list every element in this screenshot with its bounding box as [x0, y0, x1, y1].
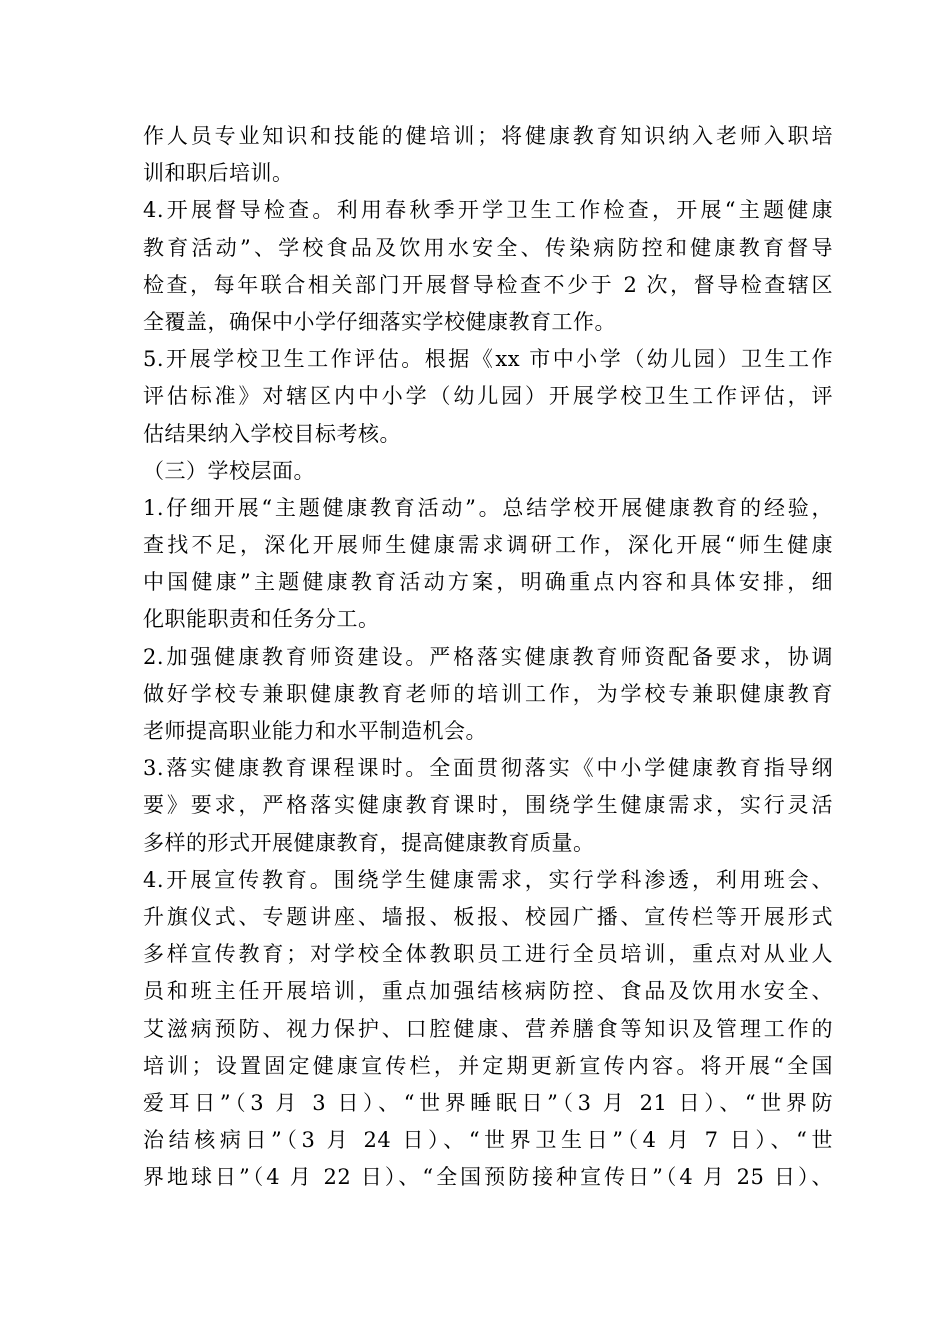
text-line: 4.开展督导检查。利用春秋季开学卫生工作检查，开展“主题健康	[143, 198, 833, 223]
text-line: 作人员专业知识和技能的健培训；将健康教育知识纳入老师入职培	[143, 124, 833, 148]
text-line: 治结核病日”（3 月 24 日）、“世界卫生日”（4 月 7 日）、“世	[143, 1128, 833, 1153]
text-line: 做好学校专兼职健康教育老师的培训工作，为学校专兼职健康教育	[143, 681, 833, 706]
text-line: 培训；设置固定健康宣传栏，并定期更新宣传内容。将开展“全国	[143, 1053, 833, 1078]
text-line: 查找不足，深化开展师生健康需求调研工作，深化开展“师生健康	[143, 533, 833, 558]
text-line: 估结果纳入学校目标考核。	[143, 421, 401, 446]
text-line: 2.加强健康教育师资建设。严格落实健康教育师资配备要求，协调	[143, 644, 833, 669]
text-line: 1.仔细开展“主题健康教育活动”。总结学校开展健康教育的经验，	[143, 495, 833, 520]
text-line: 多样的形式开展健康教育，提高健康教育质量。	[143, 830, 595, 855]
text-line: 艾滋病预防、视力保护、口腔健康、营养膳食等知识及管理工作的	[143, 1016, 833, 1041]
text-line: 评估标准》对辖区内中小学（幼儿园）开展学校卫生工作评估，评	[143, 384, 833, 409]
text-line: 3.落实健康教育课程课时。全面贯彻落实《中小学健康教育指导纲	[143, 756, 833, 781]
text-line: 界地球日”（4 月 22 日）、“全国预防接种宣传日”（4 月 25 日）、	[143, 1165, 833, 1190]
section-heading: （三）学校层面。	[143, 458, 315, 483]
text-line: 全覆盖，确保中小学仔细落实学校健康教育工作。	[143, 309, 616, 334]
text-line: 检查，每年联合相关部门开展督导检查不少于 2 次，督导检查辖区	[143, 272, 833, 297]
text-line: 升旗仪式、专题讲座、墙报、板报、校园广播、宣传栏等开展形式	[143, 904, 833, 929]
text-line: 要》要求，严格落实健康教育课时，围绕学生健康需求，实行灵活	[143, 793, 833, 818]
text-line: 爱耳日”（3 月 3 日）、“世界睡眠日”（3 月 21 日）、“世界防	[143, 1090, 833, 1115]
text-line: 4.开展宣传教育。围绕学生健康需求，实行学科渗透，利用班会、	[143, 867, 833, 892]
text-line: 5.开展学校卫生工作评估。根据《xx 市中小学（幼儿园）卫生工作	[143, 347, 833, 372]
document-body	[143, 118, 833, 1196]
text-line: 中国健康”主题健康教育活动方案，明确重点内容和具体安排，细	[143, 570, 833, 595]
text-line: 老师提高职业能力和水平制造机会。	[143, 719, 487, 743]
text-line: 员和班主任开展培训，重点加强结核病防控、食品及饮用水安全、	[143, 979, 833, 1004]
text-line: 教育活动”、学校食品及饮用水安全、传染病防控和健康教育督导	[143, 235, 833, 260]
text-line: 多样宣传教育；对学校全体教职员工进行全员培训，重点对从业人	[143, 942, 833, 967]
text-line: 训和职后培训。	[143, 161, 294, 186]
text-line: 化职能职责和任务分工。	[143, 607, 380, 632]
